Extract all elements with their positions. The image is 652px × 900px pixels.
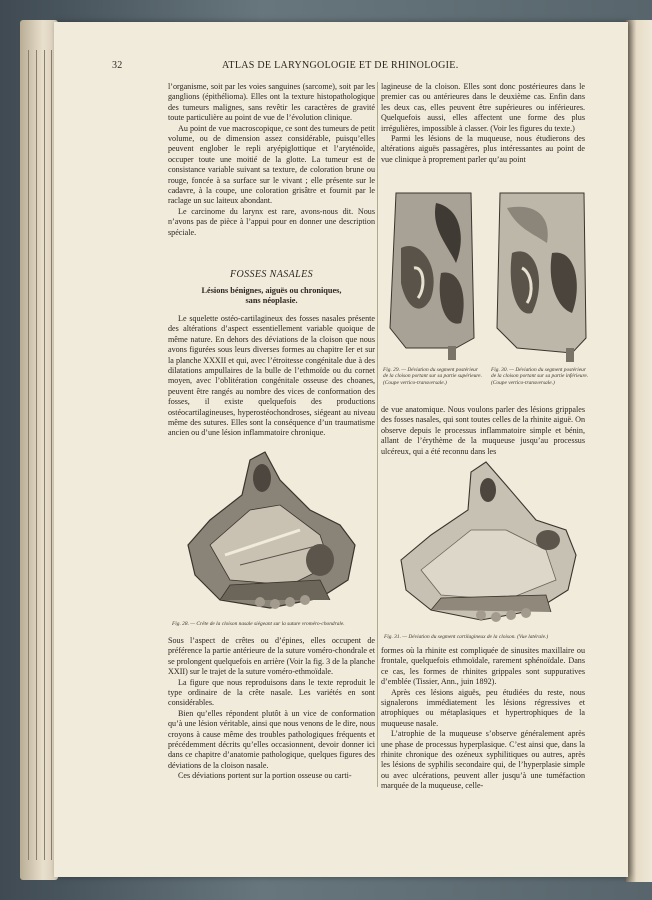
paragraph: l’organisme, soit par les voies sanguines (sarcome), soit par les ganglions (épithélioma). Elles ont la texture histopathologique des tumeurs malignes, sans revêtir les caractères de gravité toute particulière au point de vue de l’évolution clinique. bbox=[168, 82, 375, 123]
figure-31-caption: Fig. 31. — Déviation du segment cartilagineux de la cloison. (Vue latérale.) bbox=[384, 634, 549, 640]
figure-29-illustration bbox=[386, 188, 478, 363]
paragraph: de vue anatomique. Nous voulons parler des lésions grippales des fosses nasales, qui sont toutes celles de la rhinite aiguë. On observe depuis le processus inflammatoire simple et bénin, allant de l’érythème de la muqueuse jusqu’au processus ulcéreux, qui a été reconnu dans les bbox=[381, 405, 585, 456]
paragraph: Après ces lésions aiguës, peu étudiées du reste, nous signalerons immédiatement les lésions régressives et atrophiques ou métaplasiques et hypertrophiques de la muqueuse nasale. bbox=[381, 687, 585, 728]
left-column-mid bbox=[168, 314, 375, 439]
paragraph: Bien qu’elles répondent plutôt à un vice de conformation qu’à une lésion véritable, ainsi que nous venons de le dire, nous croyons à cause même des troubles pathologiques fréquents et précédemment décrits qu’elles occasionnent, devoir donner ici dans ce chapitre d’anatomie pathologique, quelques figures des déviations de la cloison nasale. bbox=[168, 708, 375, 770]
section-subtitle: sans néoplasie. bbox=[245, 296, 298, 306]
figure-28-illustration bbox=[180, 450, 360, 615]
section-subtitle: Lésions bénignes, aiguës ou chroniques, bbox=[201, 286, 342, 296]
paragraph: Ces déviations portent sur la portion osseuse ou carti- bbox=[178, 771, 352, 781]
right-column-top bbox=[381, 82, 585, 165]
figure-30-illustration bbox=[492, 188, 588, 366]
paragraph: La figure que nous reproduisons dans le texte reproduit le type ordinaire de la crête nasale. Les variétés en sont considérables. bbox=[168, 677, 375, 708]
paragraph: Le squelette ostéo-cartilagineux des fosses nasales présente des altérations d’aspect essentiellement variable quoique de même nature. En dehors des déviations de la cloison que nous avons figurées sous leurs diverses formes au chapitre Ier et sur la planche XXXII et qui, avec l’étroitesse congénitale due à des dilatations ampullaires de la bulle de l’ethmoïde ou du cornet moyen, avec l’oblitération congénitale osseuse des choanes, peuvent être rangés au nombre des vices de conformation des fosses, il existe quelquefois des productions ostéocartilagineuses, hyperostéochondroses, siégeant au niveau même des sutures. Elles sont la conséquence d’un traumatisme ancien ou d’une lésion inflammatoire chronique. bbox=[168, 314, 375, 438]
book-page-edges bbox=[20, 20, 58, 880]
figure-31-illustration bbox=[396, 460, 581, 630]
right-column-mid bbox=[381, 405, 585, 457]
paragraph: Au point de vue macroscopique, ce sont des tumeurs de petit volume, ou de dimension assez considérable, puisqu’elles peuvent englober le repli aryépiglottique et l’aryténoïde, occuper toute une moitié de la glotte. La tumeur est de consistance variable suivant sa texture, de coloration brune ou rouge, foncée à sa surface sur le vivant ; elle présente sur le cadavre, à la coupe, une coloration grisâtre et fournit par le raclage un suc laiteux abondant. bbox=[168, 123, 375, 206]
section-title: FOSSES NASALES bbox=[229, 269, 314, 280]
figure-30-caption: Fig. 30. — Déviation du segment postérieur de la cloison portant sur sa partie inférieure. (Coupe vertico-transversale.) bbox=[491, 367, 589, 386]
section-heading bbox=[168, 270, 375, 306]
left-column-top bbox=[168, 82, 375, 238]
column-divider bbox=[377, 82, 378, 787]
paragraph: Parmi les lésions de la muqueuse, nous étudierons des altérations aiguës passagères, plus intéressantes au point de vue clinique à proprement parler qu’au point bbox=[381, 134, 585, 164]
paragraph: formes où la rhinite est compliquée de sinusites maxillaire ou frontale, quelquefois ethmoïdale, rarement sphénoïdale. Dans ce cas, les formes de rhinites grippales sont suppuratives d’emblée (Tissier, Ann., juin 1892). bbox=[381, 646, 585, 687]
paragraph: lagineuse de la cloison. Elles sont donc postérieures dans le premier cas ou antérieures dans le deuxième cas. Enfin dans les deux cas, elles peuvent être supérieures ou inférieures. Quelquefois aussi, elles affectent une forme des plus irrégulières, impossible à classer. (Voir les figures du texte.) bbox=[381, 82, 585, 133]
facing-page-edge bbox=[626, 20, 652, 882]
right-column-bottom bbox=[381, 646, 585, 792]
paragraph: Le carcinome du larynx est rare, avons-nous dit. Nous n’avons pas de pièce à l’appui pour en donner une description spéciale. bbox=[168, 206, 375, 237]
paragraph: Sous l’aspect de crêtes ou d’épines, elles occupent de préférence la partie antérieure de la suture voméro-chondrale et se prolongent quelquefois en arrière (Voir la fig. 3 de la planche XXII) sur le trajet de la suture voméro-ethmoïdale. bbox=[168, 636, 375, 677]
figure-28-caption: Fig. 28. — Crête de la cloison nasale siégeant sur la suture vroméro-chondrale. bbox=[172, 621, 345, 627]
figure-29-caption: Fig. 29. — Déviation du segment postérieur de la cloison portant sur sa partie supérieure. (Coupe vertico-transversale.) bbox=[383, 367, 482, 386]
running-head: ATLAS DE LARYNGOLOGIE ET DE RHINOLOGIE. bbox=[222, 60, 459, 71]
left-column-bottom bbox=[168, 636, 375, 782]
page-number: 32 bbox=[112, 60, 123, 71]
paragraph: L’atrophie de la muqueuse s’observe généralement après une phase de processus hyperplasique. C’est ainsi que, dans la rhinite chronique des ozéneux syphilitiques ou autres, après les lésions de syphilis secondaire qui, de l’hyperplasie simple ou avec ulcérations, peuvent aller jusqu’à une tuméfaction marquée de la muqueuse, celle- bbox=[381, 729, 585, 791]
